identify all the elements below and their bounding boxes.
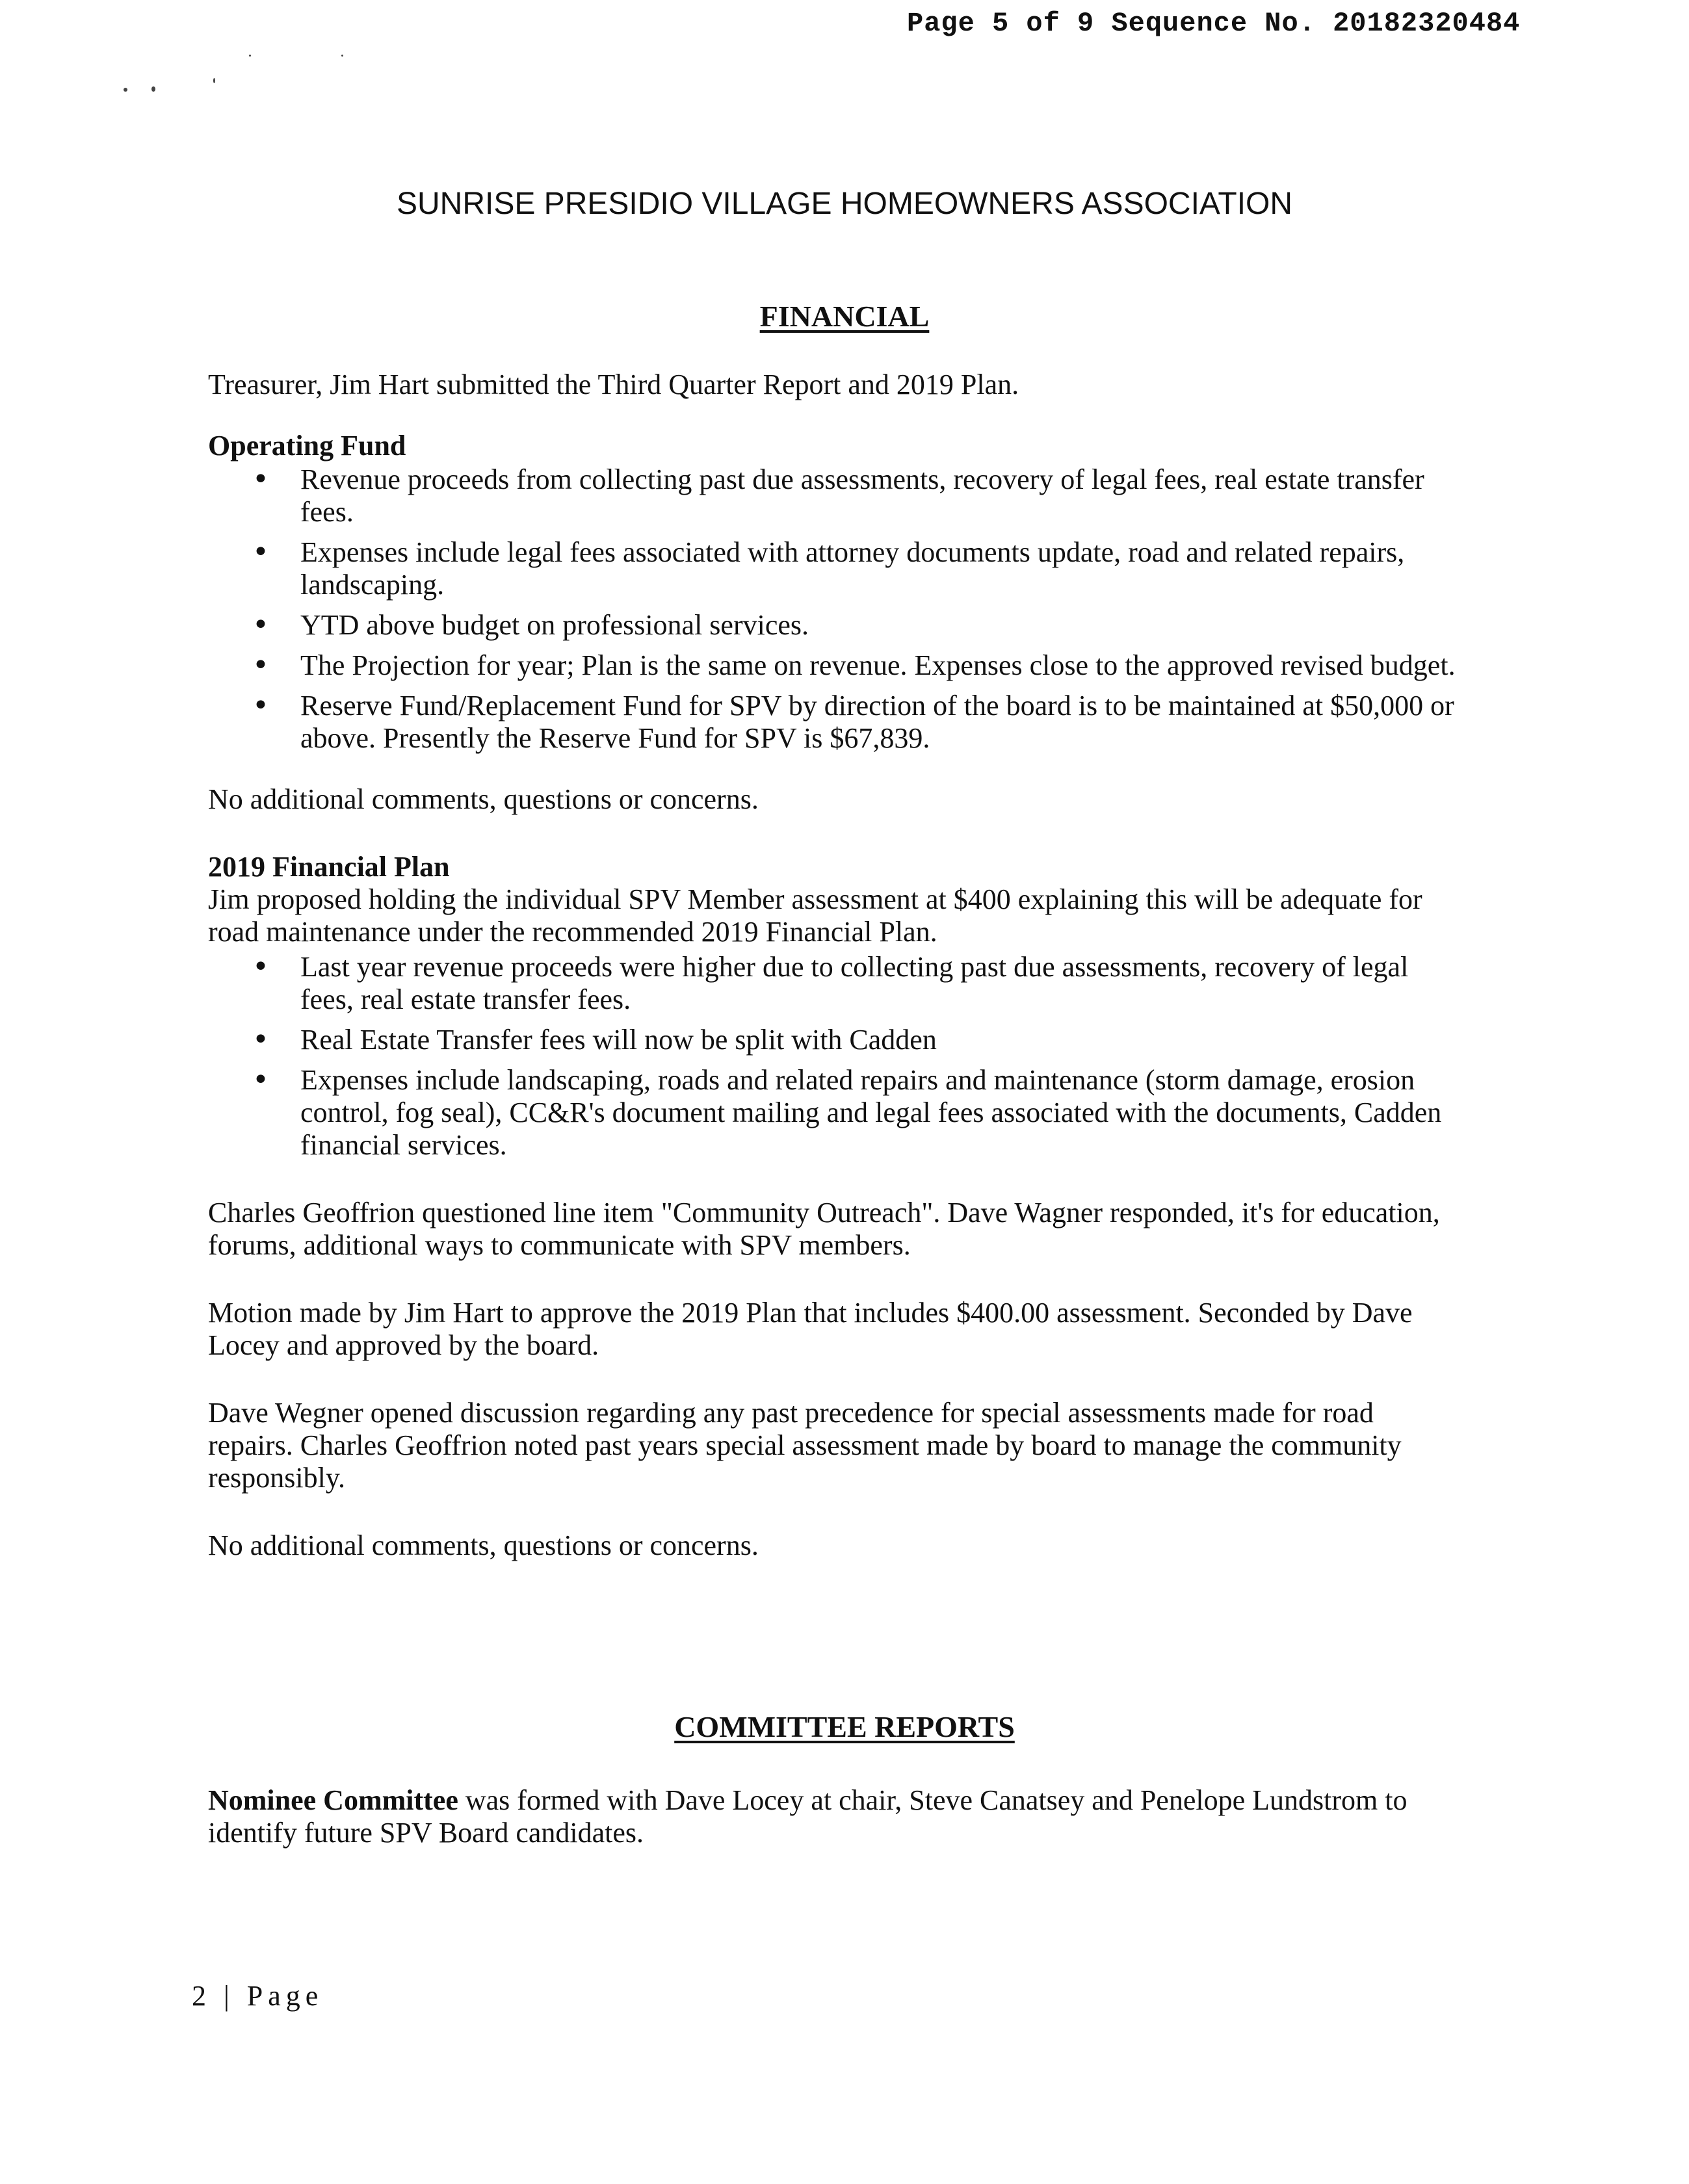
- nominee-committee-text: was formed with Dave Locey at chair, Steve Canatsey and Penelope Lundstrom to identify future SPV Board candidates.: [208, 1784, 1408, 1849]
- list-item: • YTD above budget on professional services.: [208, 609, 1456, 642]
- motion-note: Motion made by Jim Hart to approve the 2019 Plan that includes $400.00 assessment. Seconded by Dave Locey and approved by the board.: [208, 1297, 1413, 1361]
- financial-plan-heading: 2019 Financial Plan: [208, 851, 450, 883]
- community-outreach-note: Charles Geoffrion questioned line item "Community Outreach". Dave Wagner responded, it's for education, forums, additional ways to communicate with SPV members.: [208, 1197, 1440, 1261]
- page-sequence-stamp: Page 5 of 9 Sequence No. 20182320484: [907, 8, 1521, 39]
- organization-title: SUNRISE PRESIDIO VILLAGE HOMEOWNERS ASSOCIATION: [396, 187, 1293, 221]
- list-item: • Expenses include landscaping, roads and related repairs and maintenance (storm damage, erosion control, fog seal), CC&R's document mailing and legal fees associated with the documents, Cadden financial services.: [208, 1064, 1456, 1162]
- scan-speck: [249, 55, 251, 57]
- committee-reports-heading: COMMITTEE REPORTS: [674, 1710, 1015, 1743]
- committee-section: [208, 1784, 1456, 1849]
- scan-speck: [124, 88, 127, 92]
- nominee-committee-note: [208, 1784, 1456, 1849]
- financial-section: [208, 369, 1456, 1562]
- financial-heading: FINANCIAL: [759, 300, 930, 333]
- list-item: • The Projection for year; Plan is the same on revenue. Expenses close to the approved revised budget.: [208, 649, 1456, 682]
- scan-speck: [213, 78, 215, 83]
- no-comments-note: No additional comments, questions or concerns.: [208, 1529, 759, 1561]
- list-item: • Reserve Fund/Replacement Fund for SPV by direction of the board is to be maintained at $50,000 or above. Presently the Reserve Fund for SPV is $67,839.: [208, 690, 1456, 755]
- page-number-footer: 2 | Page: [192, 1980, 324, 2012]
- list-item: • Real Estate Transfer fees will now be split with Cadden: [208, 1024, 1456, 1056]
- treasurer-intro: Treasurer, Jim Hart submitted the Third Quarter Report and 2019 Plan.: [208, 369, 1019, 400]
- financial-plan-list: [208, 951, 1456, 1162]
- scan-speck: [151, 86, 155, 92]
- list-item: • Expenses include legal fees associated with attorney documents update, road and related repairs, landscaping.: [208, 536, 1456, 601]
- scan-speck: [341, 55, 343, 57]
- list-item: • Last year revenue proceeds were higher due to collecting past due assessments, recovery of legal fees, real estate transfer fees.: [208, 951, 1456, 1016]
- special-assessments-note: Dave Wegner opened discussion regarding any past precedence for special assessments made for road repairs. Charles Geoffrion noted past years special assessment made by board to manage the community responsibly.: [208, 1397, 1402, 1494]
- list-item: • Revenue proceeds from collecting past due assessments, recovery of legal fees, real estate transfer fees.: [208, 463, 1456, 528]
- operating-fund-list: [208, 463, 1456, 755]
- operating-fund-heading: Operating Fund: [208, 430, 406, 462]
- financial-plan-intro: Jim proposed holding the individual SPV Member assessment at $400 explaining this will be adequate for road maintenance under the recommended 2019 Financial Plan.: [208, 883, 1422, 948]
- nominee-committee-label: Nominee Committee: [208, 1784, 458, 1816]
- no-comments-note: No additional comments, questions or concerns.: [208, 783, 759, 815]
